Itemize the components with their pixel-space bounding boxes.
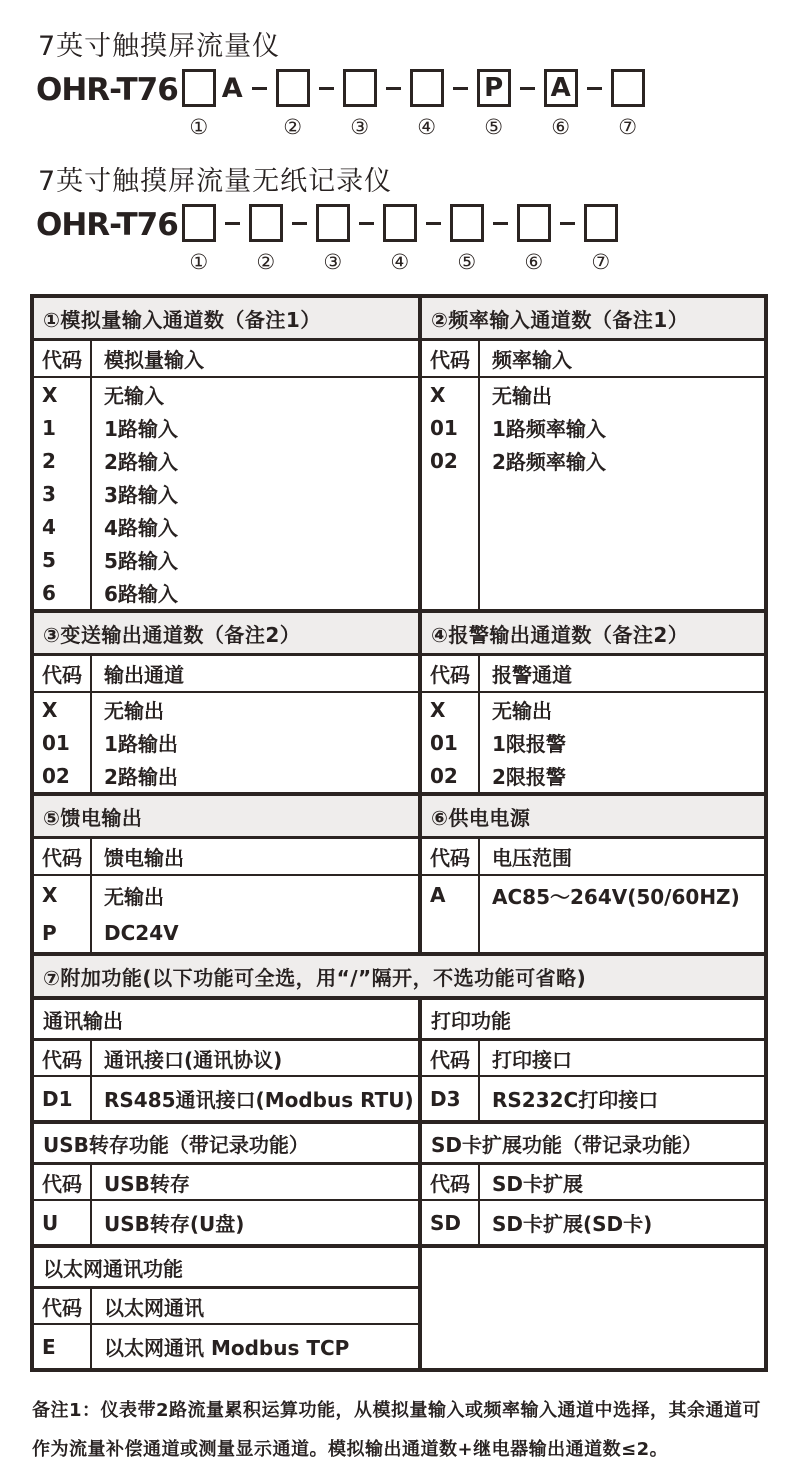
code-column: [34, 1077, 92, 1120]
code-column-header: 代码: [422, 341, 480, 376]
model-slot-6: [517, 204, 551, 274]
section-body: [34, 876, 418, 952]
value-cell: 1限报警: [492, 732, 566, 756]
section-body: [34, 378, 418, 609]
subsection-sd-card: [422, 1124, 764, 1244]
section-alarm-output-channels: [422, 613, 764, 792]
dash-separator: [587, 87, 602, 90]
dash-separator: [426, 222, 441, 225]
column-header-row: [34, 656, 418, 693]
section-body: [422, 876, 764, 952]
section-pair-comm-print: [34, 996, 764, 1120]
code-column: [34, 693, 92, 792]
column-header-row: [34, 341, 418, 378]
section-body: [34, 1325, 418, 1368]
code-box: [249, 204, 283, 242]
code-cell: D3: [430, 1086, 461, 1111]
section-loop-power-output: [34, 796, 422, 952]
position-number: ②: [256, 250, 276, 274]
column-header-row: [34, 1289, 418, 1325]
position-number: ⑤: [457, 250, 477, 274]
empty-cell: [422, 1248, 764, 1368]
code-column-header: 代码: [34, 1165, 92, 1199]
section-body: [422, 1077, 764, 1120]
section-body: [422, 378, 764, 609]
code-cell: X: [42, 883, 58, 907]
code-column: [34, 378, 92, 609]
section-pair-usb-sd: [34, 1120, 764, 1244]
code-column-header: 代码: [34, 341, 92, 376]
value-cell: 4路输入: [104, 516, 178, 540]
model-slot-1: [182, 204, 216, 274]
code-box: [410, 69, 444, 107]
position-number: ⑥: [524, 250, 544, 274]
value-cell: RS232C打印接口: [492, 1088, 659, 1112]
code-box: [316, 204, 350, 242]
value-column: [480, 876, 764, 952]
code-cell: 01: [430, 730, 458, 755]
code-column: [422, 378, 480, 609]
model-slot-2: [276, 69, 310, 139]
code-cell: X: [42, 697, 58, 722]
code-column-header: 代码: [34, 1041, 92, 1075]
subsection-communication-output: [34, 1000, 422, 1120]
code-column-header: 代码: [34, 1289, 92, 1323]
code-cell: 02: [430, 763, 458, 788]
dash-separator: [225, 222, 240, 225]
column-header-row: [422, 656, 764, 693]
value-column-header: 输出通道: [104, 663, 184, 687]
column-header-row: [34, 1041, 418, 1077]
position-number: ⑦: [591, 250, 611, 274]
code-cell: 3: [42, 481, 56, 506]
code-cell: 4: [42, 514, 56, 539]
code-box: A: [544, 69, 578, 107]
section-body: [422, 693, 764, 792]
position-number: ④: [390, 250, 410, 274]
section-pair-1-2: [34, 298, 764, 609]
value-column: [92, 378, 418, 609]
product-title-paperless-recorder: 7英寸触摸屏流量无纸记录仪: [38, 166, 393, 197]
section-power-supply: [422, 796, 764, 952]
position-number: ①: [189, 250, 209, 274]
value-cell: 无输入: [104, 384, 164, 408]
code-column: [34, 876, 92, 952]
value-column-header: 打印接口: [492, 1047, 572, 1072]
code-box: [450, 204, 484, 242]
code-column: [34, 1325, 92, 1368]
position-number: ③: [350, 115, 370, 139]
subsection-title: 打印功能: [422, 1000, 764, 1041]
code-cell: U: [42, 1210, 59, 1235]
section-body: [34, 693, 418, 792]
dash-separator: [493, 222, 508, 225]
code-cell: 5: [42, 547, 56, 572]
model-slot-6: [544, 69, 578, 139]
model-slot-3: [343, 69, 377, 139]
value-column: [92, 1325, 418, 1368]
value-column-header: 频率输入: [492, 348, 572, 372]
position-number: ④: [417, 115, 437, 139]
section-body: [34, 1201, 418, 1244]
model-slot-1: [182, 69, 216, 139]
dash-separator: [319, 87, 334, 90]
code-box: P: [477, 69, 511, 107]
section-frequency-input-channels: [422, 298, 764, 609]
position-number: ②: [283, 115, 303, 139]
section-body: [422, 1201, 764, 1244]
value-column-header: 通讯接口(通讯协议): [104, 1047, 283, 1072]
subsection-title: SD卡扩展功能（带记录功能）: [422, 1124, 764, 1165]
model-code-line-flowmeter: [36, 69, 768, 139]
value-cell: 2路输入: [104, 450, 178, 474]
section-header: ①模拟量输入通道数（备注1）: [34, 298, 418, 341]
code-column: [34, 1201, 92, 1244]
code-column-header: 代码: [34, 839, 92, 874]
value-column: [92, 876, 418, 952]
value-column-header: 模拟量输入: [104, 348, 204, 372]
code-column-header: 代码: [422, 1041, 480, 1075]
value-cell: 5路输入: [104, 549, 178, 573]
value-column-header: USB转存: [104, 1171, 190, 1196]
code-box: [182, 204, 216, 242]
position-number: ③: [323, 250, 343, 274]
value-cell: 无输出: [492, 699, 552, 723]
position-number: ①: [189, 115, 209, 139]
value-column-header: 电压范围: [492, 846, 572, 870]
model-slot-4: [383, 204, 417, 274]
code-cell: D1: [42, 1086, 73, 1111]
code-cell: 1: [42, 415, 56, 440]
code-cell: E: [42, 1334, 56, 1359]
dash-separator: [292, 222, 307, 225]
section-additional-functions-header: ⑦附加功能(以下功能可全选，用“/”隔开，不选功能可省略): [34, 952, 764, 996]
subsection-title: 以太网通讯功能: [34, 1248, 418, 1289]
code-box: [584, 204, 618, 242]
section-header: ④报警输出通道数（备注2）: [422, 613, 764, 656]
dash-separator: [520, 87, 535, 90]
section-analog-input-channels: [34, 298, 422, 609]
code-cell: P: [42, 921, 57, 945]
value-column-header: SD卡扩展: [492, 1171, 584, 1196]
footnote-remark-1: 备注1：仪表带2路流量累积运算功能，从模拟量输入或频率输入通道中选择，其余通道可作为流量补偿通道或测量显示通道。模拟输出通道数+继电器输出通道数≤2。: [32, 1400, 762, 1460]
value-cell: 无输出: [492, 384, 552, 408]
code-box: [343, 69, 377, 107]
subsection-usb-transfer: [34, 1124, 422, 1244]
code-column: [422, 1077, 480, 1120]
value-cell: 6路输入: [104, 582, 178, 606]
value-column-header: 馈电输出: [104, 846, 184, 870]
model-code-line-recorder: [36, 204, 768, 274]
value-cell: AC85～264V(50/60HZ): [492, 884, 740, 909]
value-cell: 以太网通讯 Modbus TCP: [104, 1336, 350, 1360]
value-column-header: 报警通道: [492, 663, 572, 687]
column-header-row: [422, 839, 764, 876]
column-header-row: [34, 839, 418, 876]
code-cell: X: [430, 697, 446, 722]
code-column-header: 代码: [422, 839, 480, 874]
subsection-print-function: [422, 1000, 764, 1120]
value-column-header: 以太网通讯: [104, 1295, 204, 1320]
dash-separator: [252, 87, 267, 90]
section-header: ⑤馈电输出: [34, 796, 418, 839]
column-header-row: [422, 341, 764, 378]
value-cell: 2路输出: [104, 765, 178, 789]
section-header: ②频率输入通道数（备注1）: [422, 298, 764, 341]
value-cell: 1路输出: [104, 732, 178, 756]
code-cell: A: [430, 883, 446, 907]
section-header: ③变送输出通道数（备注2）: [34, 613, 418, 656]
subsection-title: 通讯输出: [34, 1000, 418, 1041]
dash-separator: [386, 87, 401, 90]
model-slot-2: [249, 204, 283, 274]
section-body: [34, 1077, 418, 1120]
value-cell: SD卡扩展(SD卡): [492, 1212, 653, 1236]
column-header-row: [422, 1041, 764, 1077]
value-cell: 1路输入: [104, 417, 178, 441]
dash-separator: [453, 87, 468, 90]
code-cell: 01: [42, 730, 70, 755]
section-pair-3-4: [34, 609, 764, 792]
model-slot-7: [584, 204, 618, 274]
code-cell: 2: [42, 448, 56, 473]
value-cell: 无输出: [104, 884, 164, 909]
section-pair-ethernet: [34, 1244, 764, 1368]
value-column: [480, 1077, 764, 1120]
code-cell: 02: [430, 448, 458, 473]
subsection-title: USB转存功能（带记录功能）: [34, 1124, 418, 1165]
dash-separator: [359, 222, 374, 225]
model-slot-4: [410, 69, 444, 139]
model-prefix: OHR-T76: [36, 72, 178, 108]
position-number: ⑥: [551, 115, 571, 139]
code-column: [422, 876, 480, 952]
value-column: [92, 693, 418, 792]
subsection-ethernet: [34, 1248, 422, 1368]
value-column: [480, 378, 764, 609]
value-column: [92, 1077, 418, 1120]
code-cell: 01: [430, 415, 458, 440]
code-column-header: 代码: [422, 1165, 480, 1199]
code-column-header: 代码: [422, 656, 480, 691]
position-number: ⑦: [618, 115, 638, 139]
value-column: [480, 693, 764, 792]
code-box: [611, 69, 645, 107]
code-cell: X: [430, 382, 446, 407]
value-cell: 2限报警: [492, 765, 566, 789]
code-cell: SD: [430, 1210, 462, 1235]
value-cell: USB转存(U盘): [104, 1212, 245, 1236]
code-box: [182, 69, 216, 107]
code-column: [422, 1201, 480, 1244]
model-slot-5: [450, 204, 484, 274]
section-pair-5-6: [34, 792, 764, 952]
value-cell: DC24V: [104, 921, 179, 945]
value-cell: RS485通讯接口(Modbus RTU): [104, 1088, 414, 1112]
fixed-code-letter: A: [221, 73, 243, 104]
code-column: [422, 693, 480, 792]
model-prefix: OHR-T76: [36, 207, 178, 243]
value-cell: 3路输入: [104, 483, 178, 507]
position-number: ⑤: [484, 115, 504, 139]
column-header-row: [34, 1165, 418, 1201]
model-slot-5: [477, 69, 511, 139]
value-cell: 2路频率输入: [492, 450, 606, 474]
model-slot-3: [316, 204, 350, 274]
product-title-flowmeter: 7英寸触摸屏流量仪: [38, 31, 281, 62]
section-header: ⑥供电电源: [422, 796, 764, 839]
code-cell: 02: [42, 763, 70, 788]
value-cell: 无输出: [104, 699, 164, 723]
value-column: [92, 1201, 418, 1244]
ordering-code-table: [30, 294, 768, 1372]
code-cell: X: [42, 382, 58, 407]
code-column-header: 代码: [34, 656, 92, 691]
code-box: [383, 204, 417, 242]
code-box: [517, 204, 551, 242]
section-transmit-output-channels: [34, 613, 422, 792]
value-cell: 1路频率输入: [492, 417, 606, 441]
code-box: [276, 69, 310, 107]
model-slot-7: [611, 69, 645, 139]
dash-separator: [560, 222, 575, 225]
column-header-row: [422, 1165, 764, 1201]
code-cell: 6: [42, 580, 56, 605]
value-column: [480, 1201, 764, 1244]
